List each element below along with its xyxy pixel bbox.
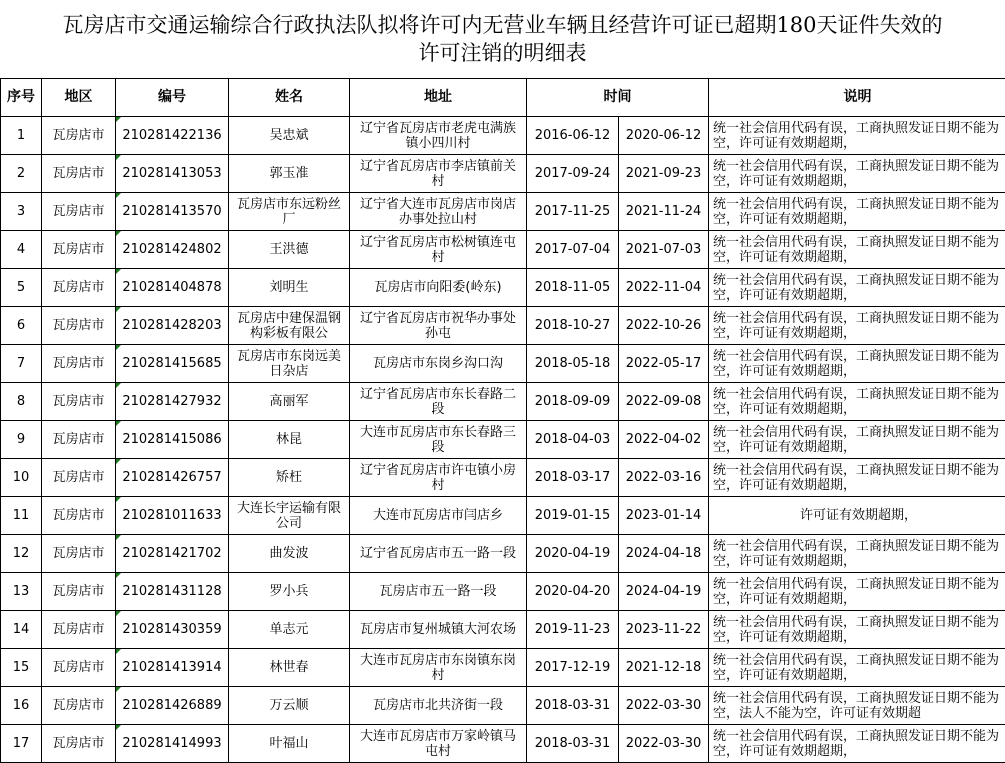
title-line-1: 瓦房店市交通运输综合行政执法队拟将许可内无营业车辆且经营许可证已超期180天证件失效的 [62, 13, 943, 37]
cell-code: 210281413053 [116, 155, 229, 193]
cell-code: 210281421702 [116, 535, 229, 573]
cell-start-date: 2019-01-15 [527, 497, 619, 535]
cell-end-date: 2023-11-22 [619, 611, 709, 649]
header-code: 编号 [116, 79, 229, 117]
cell-seq: 12 [1, 535, 42, 573]
cell-region: 瓦房店市 [42, 725, 116, 763]
cell-note: 统一社会信用代码有误，工商执照发证日期不能为空，许可证有效期超期， [709, 421, 1005, 459]
header-note: 说明 [709, 79, 1005, 117]
table-row [1, 421, 1005, 459]
cell-seq: 13 [1, 573, 42, 611]
document-title [0, 0, 1005, 78]
table-row [1, 345, 1005, 383]
cell-seq: 14 [1, 611, 42, 649]
cell-end-date: 2023-01-14 [619, 497, 709, 535]
table-row [1, 269, 1005, 307]
cell-name: 王洪德 [229, 231, 350, 269]
cell-start-date: 2018-10-27 [527, 307, 619, 345]
cell-note: 统一社会信用代码有误，工商执照发证日期不能为空，许可证有效期超期， [709, 611, 1005, 649]
table-row [1, 193, 1005, 231]
cell-end-date: 2022-04-02 [619, 421, 709, 459]
table-row [1, 611, 1005, 649]
cell-end-date: 2024-04-18 [619, 535, 709, 573]
cell-seq: 16 [1, 687, 42, 725]
cell-address: 瓦房店市东岗乡沟口沟 [350, 345, 527, 383]
cell-region: 瓦房店市 [42, 497, 116, 535]
cell-name: 叶福山 [229, 725, 350, 763]
header-row [1, 79, 1005, 117]
cell-end-date: 2024-04-19 [619, 573, 709, 611]
table-row [1, 497, 1005, 535]
cell-end-date: 2022-11-04 [619, 269, 709, 307]
table-row [1, 725, 1005, 763]
cell-region: 瓦房店市 [42, 649, 116, 687]
cell-start-date: 2020-04-20 [527, 573, 619, 611]
cell-name: 万云顺 [229, 687, 350, 725]
cell-region: 瓦房店市 [42, 383, 116, 421]
cell-start-date: 2017-09-24 [527, 155, 619, 193]
table-row [1, 155, 1005, 193]
cell-name: 刘明生 [229, 269, 350, 307]
cell-note: 统一社会信用代码有误，工商执照发证日期不能为空，许可证有效期超期， [709, 649, 1005, 687]
cell-region: 瓦房店市 [42, 611, 116, 649]
cell-end-date: 2022-03-30 [619, 687, 709, 725]
header-name: 姓名 [229, 79, 350, 117]
cell-start-date: 2017-12-19 [527, 649, 619, 687]
cell-code: 210281415685 [116, 345, 229, 383]
cell-note: 统一社会信用代码有误，工商执照发证日期不能为空，许可证有效期超期， [709, 459, 1005, 497]
table-row [1, 649, 1005, 687]
cell-name: 矫枉 [229, 459, 350, 497]
cell-seq: 8 [1, 383, 42, 421]
cell-note: 统一社会信用代码有误，工商执照发证日期不能为空，许可证有效期超期， [709, 573, 1005, 611]
cell-note: 统一社会信用代码有误，工商执照发证日期不能为空，许可证有效期超期， [709, 383, 1005, 421]
cell-seq: 10 [1, 459, 42, 497]
detail-table [0, 78, 1005, 763]
table-row [1, 459, 1005, 497]
cell-start-date: 2018-03-31 [527, 725, 619, 763]
cell-address: 瓦房店市北共济街一段 [350, 687, 527, 725]
title-line-2: 许可注销的明细表 [418, 41, 587, 65]
cell-region: 瓦房店市 [42, 459, 116, 497]
cell-region: 瓦房店市 [42, 421, 116, 459]
cell-code: 210281431128 [116, 573, 229, 611]
cell-address: 辽宁省瓦房店市许屯镇小房村 [350, 459, 527, 497]
cell-start-date: 2017-11-25 [527, 193, 619, 231]
table-row [1, 117, 1005, 155]
cell-region: 瓦房店市 [42, 573, 116, 611]
cell-region: 瓦房店市 [42, 687, 116, 725]
cell-end-date: 2021-09-23 [619, 155, 709, 193]
cell-end-date: 2022-03-30 [619, 725, 709, 763]
cell-start-date: 2020-04-19 [527, 535, 619, 573]
cell-note: 统一社会信用代码有误，工商执照发证日期不能为空，许可证有效期超期， [709, 307, 1005, 345]
cell-name: 吴忠斌 [229, 117, 350, 155]
cell-end-date: 2022-05-17 [619, 345, 709, 383]
cell-start-date: 2018-03-31 [527, 687, 619, 725]
cell-code: 210281415086 [116, 421, 229, 459]
cell-end-date: 2020-06-12 [619, 117, 709, 155]
cell-note: 统一社会信用代码有误，工商执照发证日期不能为空，许可证有效期超期， [709, 535, 1005, 573]
cell-address: 大连市瓦房店市万家岭镇马屯村 [350, 725, 527, 763]
cell-address: 辽宁省瓦房店市老虎屯满族镇小四川村 [350, 117, 527, 155]
cell-address: 大连市瓦房店市东岗镇东岗村 [350, 649, 527, 687]
header-address: 地址 [350, 79, 527, 117]
cell-start-date: 2017-07-04 [527, 231, 619, 269]
cell-seq: 15 [1, 649, 42, 687]
cell-start-date: 2018-09-09 [527, 383, 619, 421]
cell-note: 统一社会信用代码有误，工商执照发证日期不能为空，许可证有效期超期， [709, 725, 1005, 763]
header-time: 时间 [527, 79, 709, 117]
cell-name: 单志元 [229, 611, 350, 649]
cell-end-date: 2021-07-03 [619, 231, 709, 269]
cell-end-date: 2021-12-18 [619, 649, 709, 687]
cell-code: 210281011633 [116, 497, 229, 535]
cell-region: 瓦房店市 [42, 193, 116, 231]
cell-note: 统一社会信用代码有误，工商执照发证日期不能为空，许可证有效期超期， [709, 155, 1005, 193]
cell-seq: 17 [1, 725, 42, 763]
table-row [1, 231, 1005, 269]
cell-code: 210281430359 [116, 611, 229, 649]
cell-code: 210281424802 [116, 231, 229, 269]
cell-seq: 3 [1, 193, 42, 231]
cell-name: 林昆 [229, 421, 350, 459]
cell-code: 210281428203 [116, 307, 229, 345]
cell-note: 统一社会信用代码有误，工商执照发证日期不能为空，许可证有效期超期， [709, 269, 1005, 307]
cell-start-date: 2019-11-23 [527, 611, 619, 649]
cell-region: 瓦房店市 [42, 155, 116, 193]
cell-name: 高丽军 [229, 383, 350, 421]
cell-code: 210281422136 [116, 117, 229, 155]
cell-seq: 9 [1, 421, 42, 459]
table-row [1, 383, 1005, 421]
cell-note: 许可证有效期超期， [709, 497, 1005, 535]
cell-address: 辽宁省瓦房店市祝华办事处孙屯 [350, 307, 527, 345]
cell-address: 辽宁省瓦房店市李店镇前关村 [350, 155, 527, 193]
table-row [1, 687, 1005, 725]
cell-address: 辽宁省大连市瓦房店市岗店办事处拉山村 [350, 193, 527, 231]
cell-seq: 5 [1, 269, 42, 307]
cell-seq: 1 [1, 117, 42, 155]
cell-start-date: 2018-11-05 [527, 269, 619, 307]
cell-name: 林世春 [229, 649, 350, 687]
cell-address: 瓦房店市向阳委(岭东) [350, 269, 527, 307]
cell-seq: 6 [1, 307, 42, 345]
cell-note: 统一社会信用代码有误，工商执照发证日期不能为空，许可证有效期超期， [709, 231, 1005, 269]
cell-address: 辽宁省瓦房店市五一路一段 [350, 535, 527, 573]
cell-seq: 2 [1, 155, 42, 193]
cell-address: 大连市瓦房店市闫店乡 [350, 497, 527, 535]
cell-region: 瓦房店市 [42, 307, 116, 345]
cell-seq: 7 [1, 345, 42, 383]
cell-start-date: 2016-06-12 [527, 117, 619, 155]
cell-name: 瓦房店市东岗远美日杂店 [229, 345, 350, 383]
cell-end-date: 2022-10-26 [619, 307, 709, 345]
cell-code: 210281426757 [116, 459, 229, 497]
cell-region: 瓦房店市 [42, 535, 116, 573]
cell-region: 瓦房店市 [42, 269, 116, 307]
cell-end-date: 2021-11-24 [619, 193, 709, 231]
cell-start-date: 2018-03-17 [527, 459, 619, 497]
cell-code: 210281413570 [116, 193, 229, 231]
cell-name: 瓦房店市东远粉丝厂 [229, 193, 350, 231]
cell-code: 210281427932 [116, 383, 229, 421]
cell-end-date: 2022-09-08 [619, 383, 709, 421]
cell-note: 统一社会信用代码有误，工商执照发证日期不能为空，法人不能为空，许可证有效期超 [709, 687, 1005, 725]
cell-start-date: 2018-05-18 [527, 345, 619, 383]
cell-name: 瓦房店中建保温钢构彩板有限公 [229, 307, 350, 345]
cell-code: 210281404878 [116, 269, 229, 307]
cell-note: 统一社会信用代码有误，工商执照发证日期不能为空，许可证有效期超期， [709, 345, 1005, 383]
table-row [1, 307, 1005, 345]
cell-end-date: 2022-03-16 [619, 459, 709, 497]
header-seq: 序号 [1, 79, 42, 117]
cell-note: 统一社会信用代码有误，工商执照发证日期不能为空，许可证有效期超期， [709, 193, 1005, 231]
cell-region: 瓦房店市 [42, 117, 116, 155]
table-row [1, 573, 1005, 611]
cell-name: 郭玉准 [229, 155, 350, 193]
cell-name: 大连长宇运输有限公司 [229, 497, 350, 535]
cell-code: 210281414993 [116, 725, 229, 763]
cell-note: 统一社会信用代码有误，工商执照发证日期不能为空，许可证有效期超期， [709, 117, 1005, 155]
cell-start-date: 2018-04-03 [527, 421, 619, 459]
cell-name: 曲发波 [229, 535, 350, 573]
cell-region: 瓦房店市 [42, 345, 116, 383]
cell-address: 辽宁省瓦房店市松树镇连屯村 [350, 231, 527, 269]
cell-address: 瓦房店市复州城镇大河农场 [350, 611, 527, 649]
cell-seq: 4 [1, 231, 42, 269]
table-row [1, 535, 1005, 573]
cell-code: 210281426889 [116, 687, 229, 725]
cell-name: 罗小兵 [229, 573, 350, 611]
cell-seq: 11 [1, 497, 42, 535]
cell-address: 大连市瓦房店市东长春路三段 [350, 421, 527, 459]
cell-code: 210281413914 [116, 649, 229, 687]
cell-address: 辽宁省瓦房店市东长春路二段 [350, 383, 527, 421]
cell-address: 瓦房店市五一路一段 [350, 573, 527, 611]
cell-region: 瓦房店市 [42, 231, 116, 269]
header-region: 地区 [42, 79, 116, 117]
